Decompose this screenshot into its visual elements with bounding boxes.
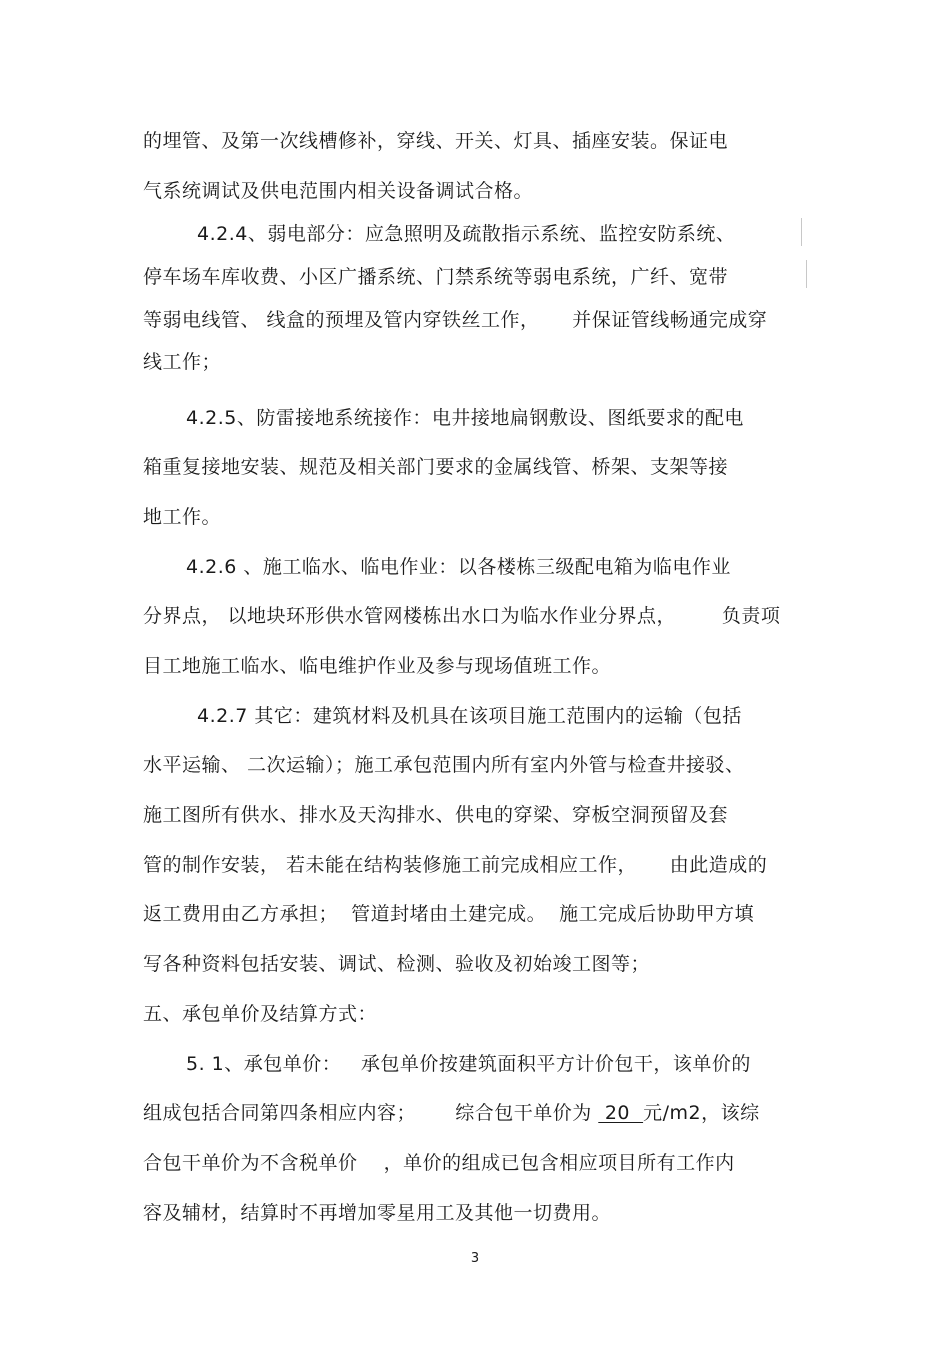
text-line: 施工图所有供水、排水及天沟排水、供电的穿梁、穿板空洞预留及套: [143, 804, 729, 826]
clause-5-1-heading: 5. 1、承包单价： 承包单价按建筑面积平方计价包干，该单价的: [186, 1053, 751, 1075]
text-line: 的埋管、及第一次线槽修补，穿线、开关、灯具、插座安装。保证电: [143, 130, 729, 152]
text-line: 地工作。: [143, 506, 222, 528]
text-line: 容及辅材，结算时不再增加零星用工及其他一切费用。: [143, 1202, 612, 1224]
text-line: 分界点， 以地块环形供水管网楼栋出水口为临水作业分界点， 负责项: [143, 605, 781, 627]
text-line: 等弱电线管、 线盒的预埋及管内穿铁丝工作， 并保证管线畅通完成穿: [143, 309, 768, 331]
clause-4-2-6-heading: 4.2.6 、施工临水、临电作业：以各楼栋三级配电箱为临电作业: [186, 556, 731, 578]
text-line: 合包干单价为不含税单价 ，单价的组成已包含相应项目所有工作内: [143, 1152, 735, 1174]
text-line: [143, 1100, 760, 1126]
text-line: 返工费用由乙方承担； 管道封堵由土建完成。 施工完成后协助甲方填: [143, 903, 755, 925]
text-line: 线工作；: [143, 351, 222, 373]
text-line: 目工地施工临水、临电维护作业及参与现场值班工作。: [143, 655, 612, 677]
unit-price-value: 20: [598, 1102, 644, 1124]
text-line: 写各种资料包括安装、调试、检测、验收及初始竣工图等；: [143, 953, 651, 975]
section-5-heading: 五、承包单价及结算方式：: [143, 1003, 378, 1025]
text-line: 水平运输、 二次运输）；施工承包范围内所有室内外管与检查井接驳、: [143, 754, 745, 776]
text-segment: 元/m2，该综: [643, 1102, 760, 1124]
margin-rule: [806, 260, 807, 288]
page-number: 3: [470, 1251, 480, 1266]
clause-4-2-7-heading: 4.2.7 其它：建筑材料及机具在该项目施工范围内的运输（包括: [197, 705, 742, 727]
text-segment: 组成包括合同第四条相应内容； 综合包干单价为: [143, 1102, 599, 1124]
text-line: 箱重复接地安装、规范及相关部门要求的金属线管、桥架、支架等接: [143, 456, 729, 478]
text-line: 停车场车库收费、小区广播系统、门禁系统等弱电系统，广纤、宽带: [143, 266, 729, 288]
clause-4-2-5-heading: 4.2.5、防雷接地系统接作：电井接地扁钢敷设、图纸要求的配电: [186, 407, 744, 429]
clause-4-2-4-heading: 4.2.4、弱电部分：应急照明及疏散指示系统、监控安防系统、: [197, 223, 736, 245]
margin-rule: [801, 218, 802, 246]
text-line: 管的制作安装， 若未能在结构装修施工前完成相应工作， 由此造成的: [143, 854, 768, 876]
text-line: 气系统调试及供电范围内相关设备调试合格。: [143, 180, 534, 202]
